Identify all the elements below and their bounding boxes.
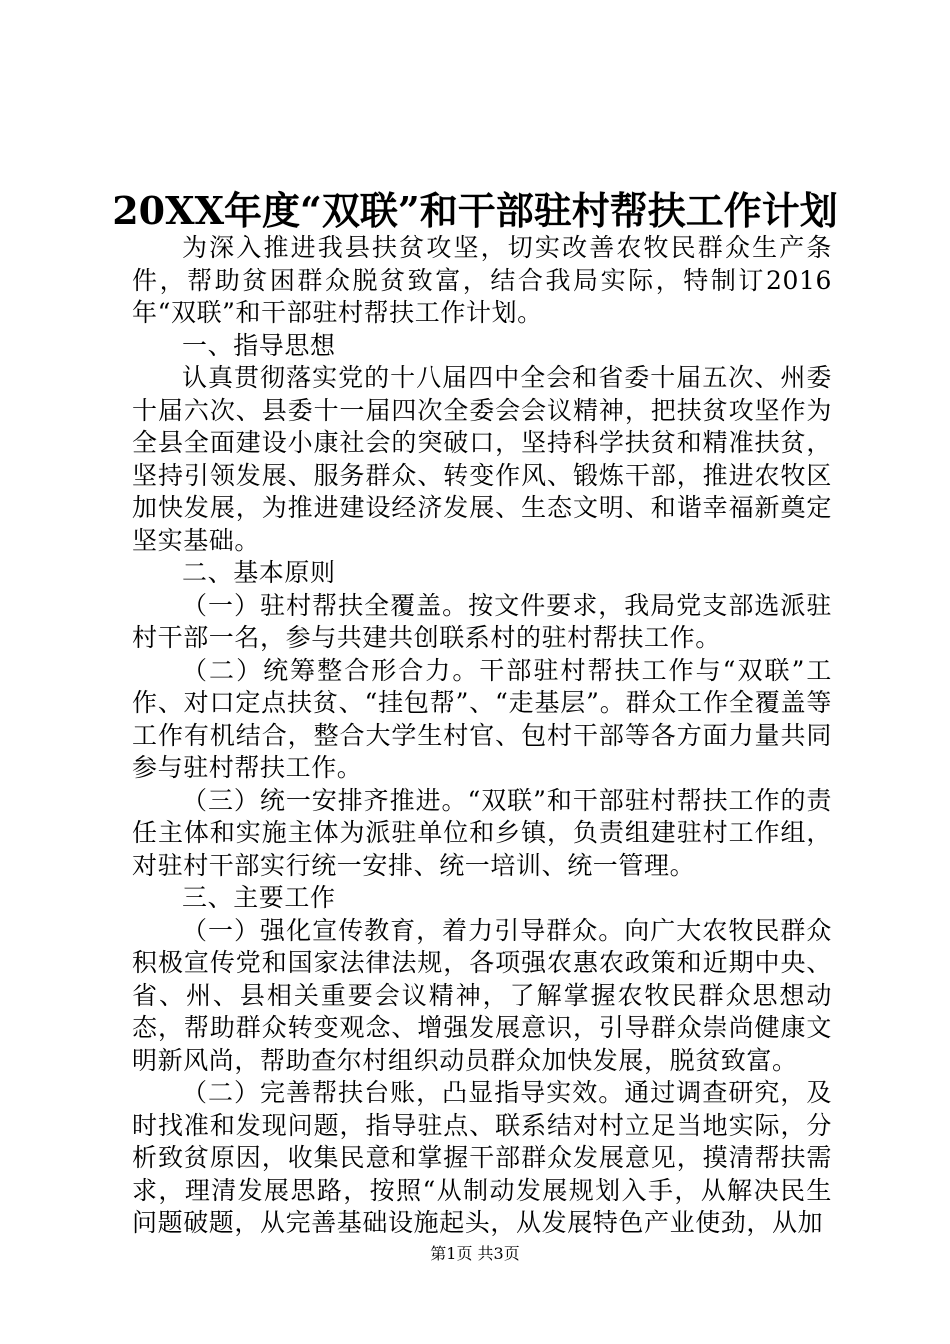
section-heading-basic-principles: 二、基本原则 xyxy=(182,558,336,587)
paragraph-principle-3: （三）统一安排齐推进。“双联”和干部驻村帮扶工作的责任主体和实施主体为派驻单位和乡镇，负责组建驻村工作组，对驻村干部实行统一安排、统一培训、统一管理。 xyxy=(132,785,832,880)
document-title: 20XX年度“双联”和干部驻村帮扶工作计划 xyxy=(112,188,838,233)
paragraph-principle-2: （二）统筹整合形合力。干部驻村帮扶工作与“双联”工作、对口定点扶贫、“挂包帮”、“走基层”。群众工作全覆盖等工作有机结合，整合大学生村官、包村干部等各方面力量共同参与驻村帮扶工作。 xyxy=(132,655,832,782)
section-heading-main-work: 三、主要工作 xyxy=(182,883,336,912)
section-heading-guiding-thought: 一、指导思想 xyxy=(182,330,336,360)
paragraph-work-1: （一）强化宣传教育，着力引导群众。向广大农牧民群众积极宣传党和国家法律法规，各项强农惠农政策和近期中央、省、州、县相关重要会议精神，了解掌握农牧民群众思想动态，帮助群众转变观念、增强发展意识，引导群众崇尚健康文明新风尚，帮助查尔村组织动员群众加快发展，脱贫致富。 xyxy=(132,915,832,1075)
paragraph-intro: 为深入推进我县扶贫攻坚，切实改善农牧民群众生产条件，帮助贫困群众脱贫致富，结合我局实际，特制订2016年“双联”和干部驻村帮扶工作计划。 xyxy=(132,233,832,327)
paragraph-work-2: （二）完善帮扶台账，凸显指导实效。通过调查研究，及时找准和发现问题，指导驻点、联系结对村立足当地实际，分析致贫原因，收集民意和掌握干部群众发展意见，摸清帮扶需求，理清发展思路，按照“从制动发展规划入手，从解决民生问题破题，从完善基础设施起头，从发展特色产业使劲，从加 xyxy=(132,1078,832,1237)
paragraph-principle-1: （一）驻村帮扶全覆盖。按文件要求，我局党支部选派驻村干部一名，参与共建共创联系村的驻村帮扶工作。 xyxy=(132,590,832,652)
document-body xyxy=(132,232,832,1240)
paragraph-guiding-thought: 认真贯彻落实党的十八届四中全会和省委十届五次、州委十届六次、县委十一届四次全委会会议精神，把扶贫攻坚作为全县全面建设小康社会的突破口，坚持科学扶贫和精准扶贫，坚持引领发展、服务群众、转变作风、锻炼干部，推进农牧区加快发展，为推进建设经济发展、生态文明、和谐幸福新奠定坚实基础。 xyxy=(132,363,832,555)
page-footer: 第1页 共3页 xyxy=(430,1244,520,1263)
